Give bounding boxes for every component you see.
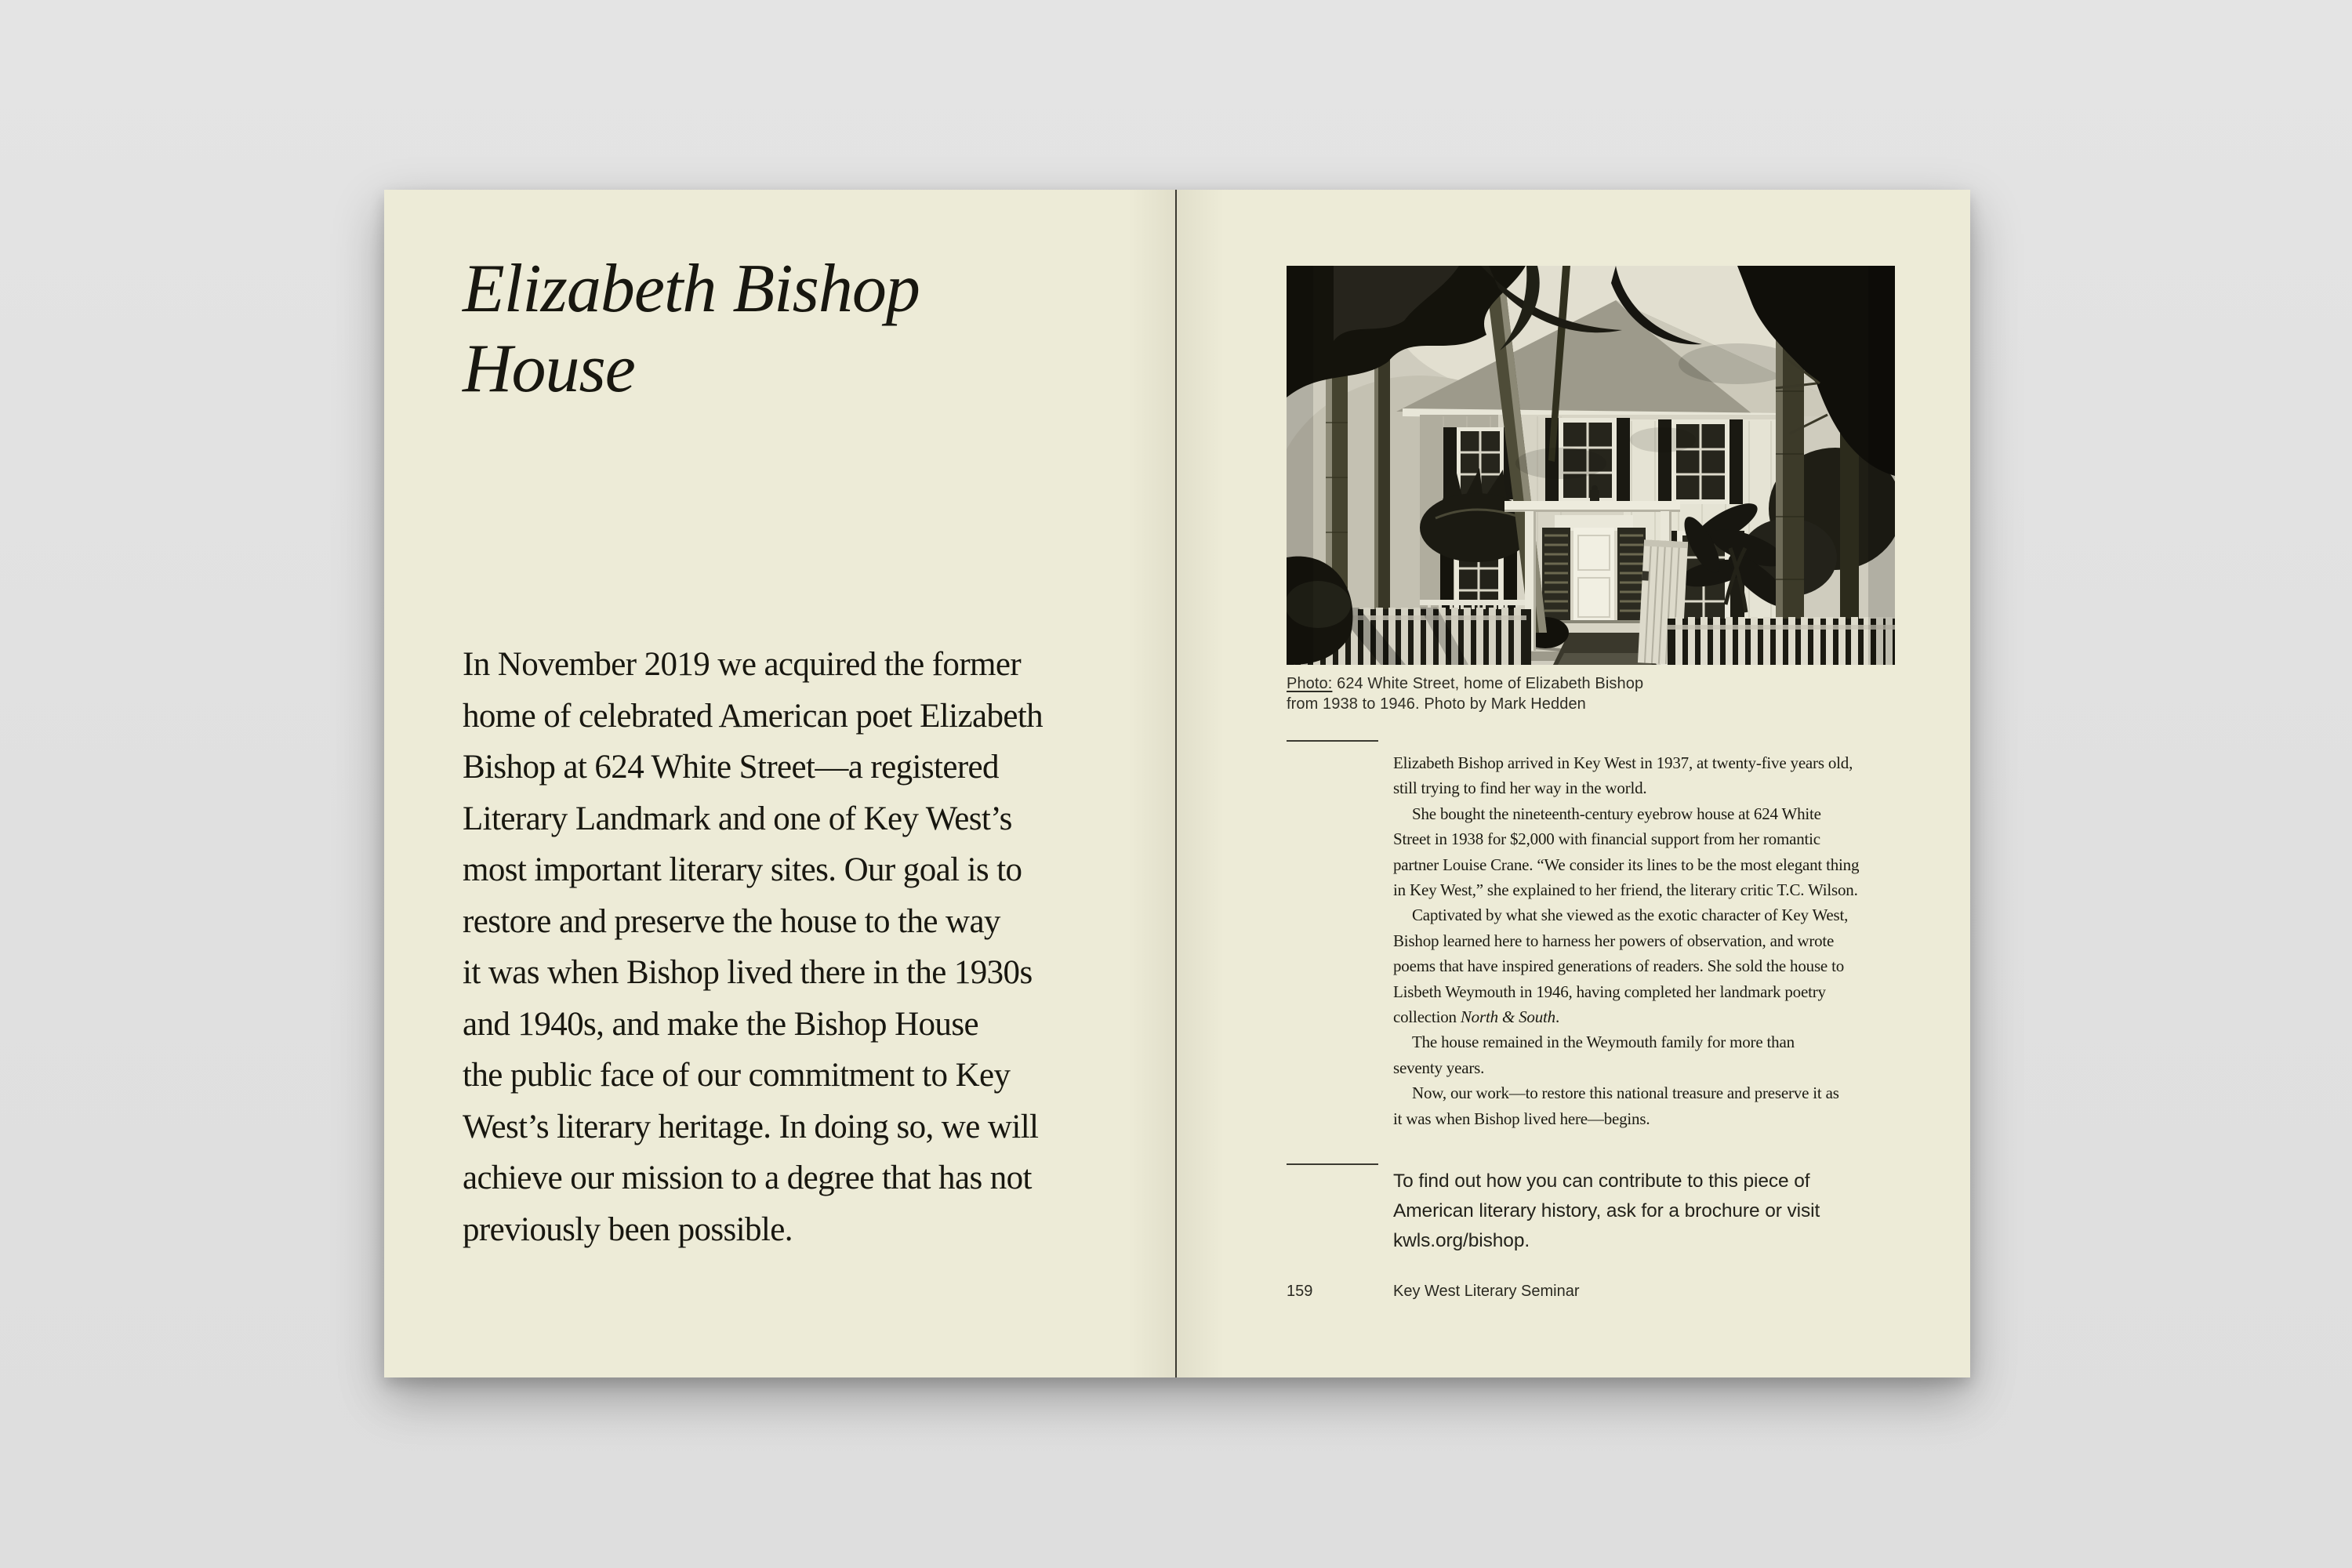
body-line: Now, our work—to restore this national treasure and preserve it as bbox=[1412, 1083, 1839, 1103]
section-divider-rule bbox=[1287, 740, 1378, 742]
body-line-text: . bbox=[1555, 1007, 1560, 1027]
photo-caption bbox=[1287, 673, 1643, 714]
book-title-italic: North & South bbox=[1460, 1007, 1555, 1027]
intro-paragraph bbox=[463, 639, 1043, 1255]
intro-line: Literary Landmark and one of Key West’s bbox=[463, 800, 1012, 837]
body-line: it was when Bishop lived here—begins. bbox=[1393, 1109, 1650, 1128]
caption-photo-label: Photo: bbox=[1287, 675, 1333, 692]
body-line: Captivated by what she viewed as the exotic character of Key West, bbox=[1412, 906, 1849, 925]
body-line: Lisbeth Weymouth in 1946, having completed her landmark poetry bbox=[1393, 982, 1826, 1001]
intro-line: it was when Bishop lived there in the 1930s bbox=[463, 954, 1033, 991]
intro-line: most important literary sites. Our goal is to bbox=[463, 851, 1022, 888]
gutter-shade bbox=[1128, 190, 1175, 1377]
body-line: Street in 1938 for $2,000 with financial support from her romantic bbox=[1393, 829, 1820, 849]
donate-line: kwls.org/bishop. bbox=[1393, 1230, 1530, 1251]
donate-note bbox=[1393, 1167, 1820, 1256]
intro-line: previously been possible. bbox=[463, 1210, 793, 1248]
intro-line: the public face of our commitment to Key bbox=[463, 1057, 1011, 1094]
intro-line: West’s literary heritage. In doing so, we will bbox=[463, 1108, 1039, 1145]
body-line: She bought the nineteenth-century eyebrow house at 624 White bbox=[1412, 804, 1821, 823]
body-line: in Key West,” she explained to her friend, the literary critic T.C. Wilson. bbox=[1393, 880, 1858, 900]
body-line-text: collection bbox=[1393, 1007, 1461, 1027]
body-text bbox=[1393, 750, 1859, 1131]
page-title bbox=[463, 249, 920, 409]
donate-line: American literary history, ask for a brochure or visit bbox=[1393, 1200, 1820, 1221]
body-line: still trying to find her way in the world. bbox=[1393, 779, 1647, 798]
footer-page-number: 159 bbox=[1287, 1283, 1313, 1300]
intro-line: achieve our mission to a degree that has not bbox=[463, 1160, 1032, 1196]
photo-caption-line bbox=[1287, 673, 1643, 694]
section-divider-rule bbox=[1287, 1163, 1378, 1165]
house-photo bbox=[1287, 266, 1895, 665]
body-line: poems that have inspired generations of readers. She sold the house to bbox=[1393, 956, 1845, 976]
caption-text: 624 White Street, home of Elizabeth Bishop bbox=[1332, 675, 1644, 692]
intro-line: restore and preserve the house to the way bbox=[463, 902, 1000, 940]
body-line: The house remained in the Weymouth family for more than bbox=[1412, 1033, 1795, 1052]
body-line: partner Louise Crane. “We consider its lines to be the most elegant thing bbox=[1393, 855, 1860, 874]
gutter-shade bbox=[1177, 190, 1224, 1377]
page-title-line: Elizabeth Bishop bbox=[463, 251, 920, 327]
book-spread bbox=[384, 190, 1970, 1377]
body-line: Elizabeth Bishop arrived in Key West in 1937, at twenty-five years old, bbox=[1393, 753, 1853, 772]
intro-line: home of celebrated American poet Elizabeth bbox=[463, 697, 1044, 735]
intro-line: and 1940s, and make the Bishop House bbox=[463, 1005, 978, 1043]
body-line: Bishop learned here to harness her powers of observation, and wrote bbox=[1393, 931, 1835, 950]
body-line: seventy years. bbox=[1393, 1058, 1485, 1077]
page-title-line: House bbox=[463, 331, 635, 407]
donate-line: To find out how you can contribute to this piece of bbox=[1393, 1171, 1810, 1192]
house-photo-illustration bbox=[1287, 266, 1895, 665]
body-line bbox=[1393, 1004, 1859, 1029]
page-gutter bbox=[1175, 190, 1177, 1377]
intro-line: Bishop at 624 White Street—a registered bbox=[463, 749, 999, 786]
intro-line: In November 2019 we acquired the former bbox=[463, 646, 1022, 683]
footer-publication: Key West Literary Seminar bbox=[1393, 1283, 1580, 1300]
photo-caption-line: from 1938 to 1946. Photo by Mark Hedden bbox=[1287, 695, 1586, 713]
